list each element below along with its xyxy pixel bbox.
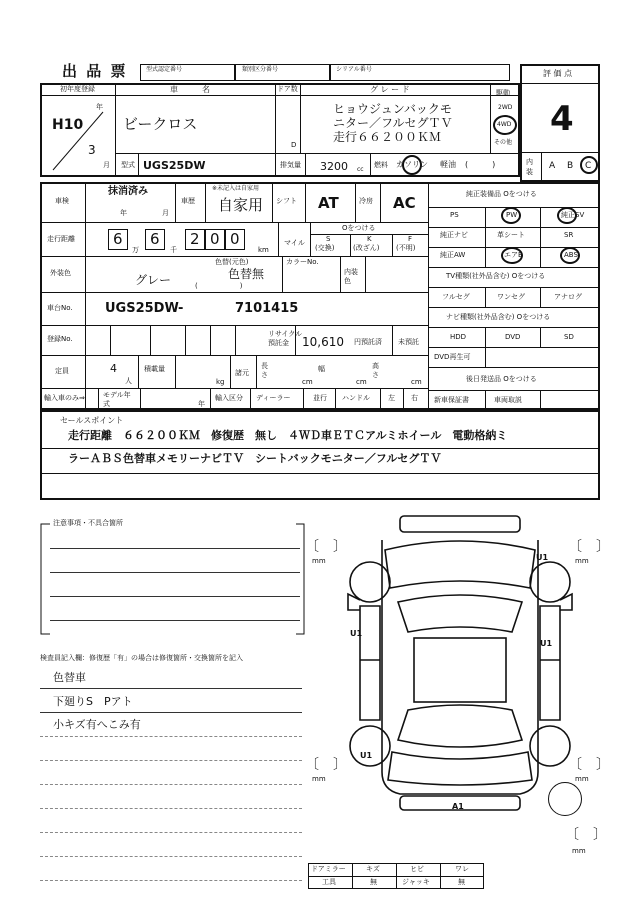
shaken-label: 車検 (55, 197, 69, 205)
mileage-digit-3: 2 (190, 230, 200, 248)
navi-dvd: DVD (505, 333, 521, 341)
color-change-label: 色替(元色) (215, 258, 249, 266)
diagram-u1-right-door: U1 (540, 639, 553, 648)
shift-value: AT (318, 194, 339, 212)
caution-bracket (38, 520, 308, 640)
ac-label: 冷房 (359, 197, 373, 205)
opt-pw-circle (501, 207, 521, 224)
mm-bottom-right: mm (572, 847, 586, 855)
mile-f-sub: (不明) (396, 244, 416, 252)
handle-right: 右 (411, 394, 418, 402)
diagram-a1-rear-bumper: A1 (452, 802, 464, 811)
recycle-value: 10,610 (302, 335, 344, 349)
inspector-label: 検査員記入欄：修復歴「有」の場合は修復箇所・交換箇所を記入 (40, 654, 243, 662)
footer-crack: ヒビ (410, 865, 424, 873)
mile-k: K (367, 235, 372, 243)
length-cm: cm (302, 378, 313, 386)
later-title: 後日発送品 Oをつける (466, 375, 537, 383)
handle-left: 左 (388, 394, 395, 402)
color-no-label: カラーNo. (286, 258, 319, 266)
diagram-u1-front-right: U1 (536, 553, 549, 562)
opt-sunroof-circle (557, 207, 577, 224)
handle-label: ハンドル (342, 394, 370, 402)
car-name-value: ビークロス (123, 115, 198, 133)
color-change-value: 色替無 (228, 267, 265, 281)
model-year-label: モデル年式 (103, 391, 131, 408)
footer-tools-value: 無 (370, 878, 377, 886)
navi-hdd: HDD (450, 333, 467, 341)
later-warranty: 新車保証書 (434, 396, 469, 404)
sen-unit: 千 (170, 246, 177, 254)
model-label: 型式 (121, 161, 135, 169)
recycle-not: 未預託 (398, 338, 419, 346)
score-value: 4 (550, 99, 574, 139)
type-cert-label: 型式認定番号 (146, 66, 183, 73)
footer-jack: ジャッキ (402, 878, 430, 886)
form-title: 出 品 票 (62, 62, 128, 80)
mileage-label: 走行距離 (47, 235, 75, 243)
footer-scratch: キズ (366, 865, 380, 873)
month-suffix: 月 (103, 161, 110, 169)
inspector-line2: 下廻りS Pアト (53, 695, 133, 708)
mileage-digit-5: 0 (230, 230, 240, 248)
opt-airbag: エアB (504, 251, 523, 259)
mileage-digit-2: 6 (150, 230, 160, 248)
navi-title: ナビ種類(社外品含む) Oをつける (446, 313, 551, 321)
drive-4wd-circle (493, 115, 517, 135)
fuel-label: 燃料 (374, 161, 388, 169)
history-value: 自家用 (218, 196, 264, 214)
shaken-month: 月 (162, 209, 169, 217)
sales-line2: ラーＡＢＳ色替車メモリーナビＴＶ シートバックモニター／フルセグＴＶ (68, 452, 442, 465)
interior-c-circle (580, 156, 598, 174)
sales-line1: 走行距離 ６６２００ＫＭ 修復歴 無し ４ＷＤ車ＥＴＣアルミホイール 電動格納ミ (68, 429, 508, 442)
drive-2wd: 2WD (498, 104, 513, 111)
capacity-value: 4 (110, 362, 117, 375)
import-label: 輸入車のみ⇒ (44, 394, 85, 402)
dvd-play: DVD再生可 (434, 353, 471, 361)
footer-broken: ワレ (455, 865, 469, 873)
fuel-paren: ( ) (465, 160, 496, 169)
chassis-dash: - (178, 301, 184, 316)
interior-c: C (585, 161, 592, 171)
diagram-u1-left-door: U1 (350, 629, 363, 638)
first-reg-label: 初年度登録 (60, 85, 95, 93)
first-reg-slash (45, 100, 110, 175)
mile-f: F (408, 235, 413, 243)
opt-sr: SR (564, 231, 574, 239)
first-reg-month: 3 (88, 143, 96, 157)
chassis-number: 7101415 (235, 301, 299, 316)
grade-label: グ レ ー ド (370, 85, 410, 94)
man-unit: 万 (132, 246, 139, 254)
width-label: 幅 (318, 365, 325, 373)
grade-line1: ヒョウジュンバックモ (333, 102, 452, 116)
opt-abs: ABS (564, 251, 578, 259)
capacity-label: 定員 (55, 367, 69, 375)
opt-abs-circle (560, 247, 580, 264)
bracket-front-right: 〔 〕 (568, 539, 610, 555)
import-class-label: 輸入区分 (215, 394, 243, 402)
mm-rear-right: mm (575, 775, 589, 783)
bracket-rear-right: 〔 〕 (568, 757, 610, 773)
tv-analog: アナログ (554, 293, 582, 301)
shaken-value: 抹消済み (108, 186, 148, 197)
bracket-bottom-right: 〔 〕 (565, 827, 607, 843)
displacement-label: 排気量 (280, 161, 301, 169)
drive-4wd: 4WD (497, 121, 512, 128)
mile-circle-label: Oをつける (342, 224, 376, 232)
shaken-year: 年 (120, 209, 127, 217)
opt-airbag-circle (501, 247, 523, 264)
cc-unit: cc (357, 166, 364, 173)
interior-label: 内装 (526, 158, 533, 176)
mile-label: マイル (284, 239, 305, 247)
tv-oneseg: ワンセグ (497, 293, 525, 301)
mm-front-left: mm (312, 557, 326, 565)
recycle-label: リサイクル預託金 (268, 330, 303, 347)
tv-fullseg: フルセグ (442, 293, 470, 301)
class-label: 類別区分番号 (242, 66, 279, 73)
interior-b: B (567, 161, 574, 171)
oem-title: 純正装備品 Oをつける (466, 190, 537, 198)
opt-pw: PW (506, 211, 518, 219)
inspector-line3: 小キズ有へこみ有 (53, 718, 141, 731)
model-value: UGS25DW (143, 159, 206, 172)
color-paren: ( ) (195, 282, 243, 290)
fuel-gasoline: ガソリン (396, 160, 428, 169)
opt-navi: 純正ナビ (440, 231, 468, 239)
fuel-gasoline-circle (402, 155, 422, 175)
diagram-u1-rear-left: U1 (360, 751, 373, 760)
mile-s: S (326, 235, 331, 243)
width-cm: cm (356, 378, 367, 386)
height-label: 高さ (372, 362, 379, 379)
opt-ps: PS (450, 211, 459, 219)
mileage-digit-4: 0 (210, 230, 220, 248)
footer-jack-value: 無 (458, 878, 465, 886)
inspector-line1: 色替車 (53, 671, 86, 684)
interior-a: A (549, 161, 556, 171)
tv-title: TV種類(社外品含む) Oをつける (446, 272, 546, 280)
sales-label: セールスポイント (60, 416, 124, 425)
int-color-label: 内装色 (344, 268, 358, 285)
mm-rear-left: mm (312, 775, 326, 783)
chassis-model: UGS25DW (105, 301, 179, 316)
car-name-label: 車 名 (170, 85, 210, 94)
caution-label: 注意事項・不具合箇所 (53, 519, 123, 527)
fuel-diesel: 軽油 (440, 160, 456, 169)
mileage-digit-1: 6 (113, 230, 123, 248)
recycle-deposited: 円預託済 (354, 338, 382, 346)
year-suffix: 年 (96, 103, 103, 111)
chassis-label: 車台No. (47, 304, 73, 312)
grade-eval-label: 評 価 点 (543, 69, 573, 78)
opt-sunroof: 純正SV (561, 211, 585, 219)
drive-label: 駆動 (496, 89, 510, 97)
serial-label: シリアル番号 (336, 66, 372, 73)
bracket-rear-left: 〔 〕 (305, 757, 347, 773)
height-cm: cm (411, 378, 422, 386)
spare-tire-icon (548, 782, 582, 816)
opt-aw: 純正AW (440, 251, 466, 259)
drive-other: その他 (494, 139, 513, 146)
reg-no-label: 登録No. (47, 335, 73, 343)
shift-label: シフト (276, 197, 297, 205)
km-unit: km (258, 246, 269, 254)
grade-line3: 走行６６２００ＫＭ (333, 130, 442, 144)
doors-label: ドア数 (277, 85, 298, 93)
mile-k-sub: (改ざん) (353, 244, 380, 252)
opt-leather: 革シート (497, 231, 525, 239)
ac-value: AC (393, 194, 416, 212)
person-unit: 人 (125, 377, 132, 385)
first-reg-year: H10 (52, 117, 84, 133)
color-label: 外装色 (50, 269, 71, 277)
length-label: 長さ (261, 362, 268, 379)
later-manual: 車両取説 (494, 396, 522, 404)
history-label: 車歴 (181, 197, 195, 205)
door-d: D (291, 141, 297, 149)
navi-sd: SD (564, 333, 574, 341)
dealer-option: ディーラー (256, 394, 291, 402)
color-value: グレー (135, 273, 172, 287)
kg-unit: kg (216, 378, 225, 386)
mm-front-right: mm (575, 557, 589, 565)
parallel-option: 並行 (313, 394, 327, 402)
mile-s-sub: (交換) (315, 244, 335, 252)
grade-line2: ニター／フルセグＴＶ (333, 116, 453, 130)
footer-mirror: ドアミラー (311, 865, 346, 873)
footer-tools: 工具 (322, 878, 336, 886)
load-label: 積載量 (144, 365, 165, 373)
import-year-unit: 年 (198, 400, 205, 408)
bracket-front-left: 〔 〕 (305, 539, 347, 555)
dims-label: 諸元 (235, 369, 249, 377)
history-note: ※未記入は自家用 (212, 185, 260, 192)
displacement-value: 3200 (320, 160, 348, 173)
